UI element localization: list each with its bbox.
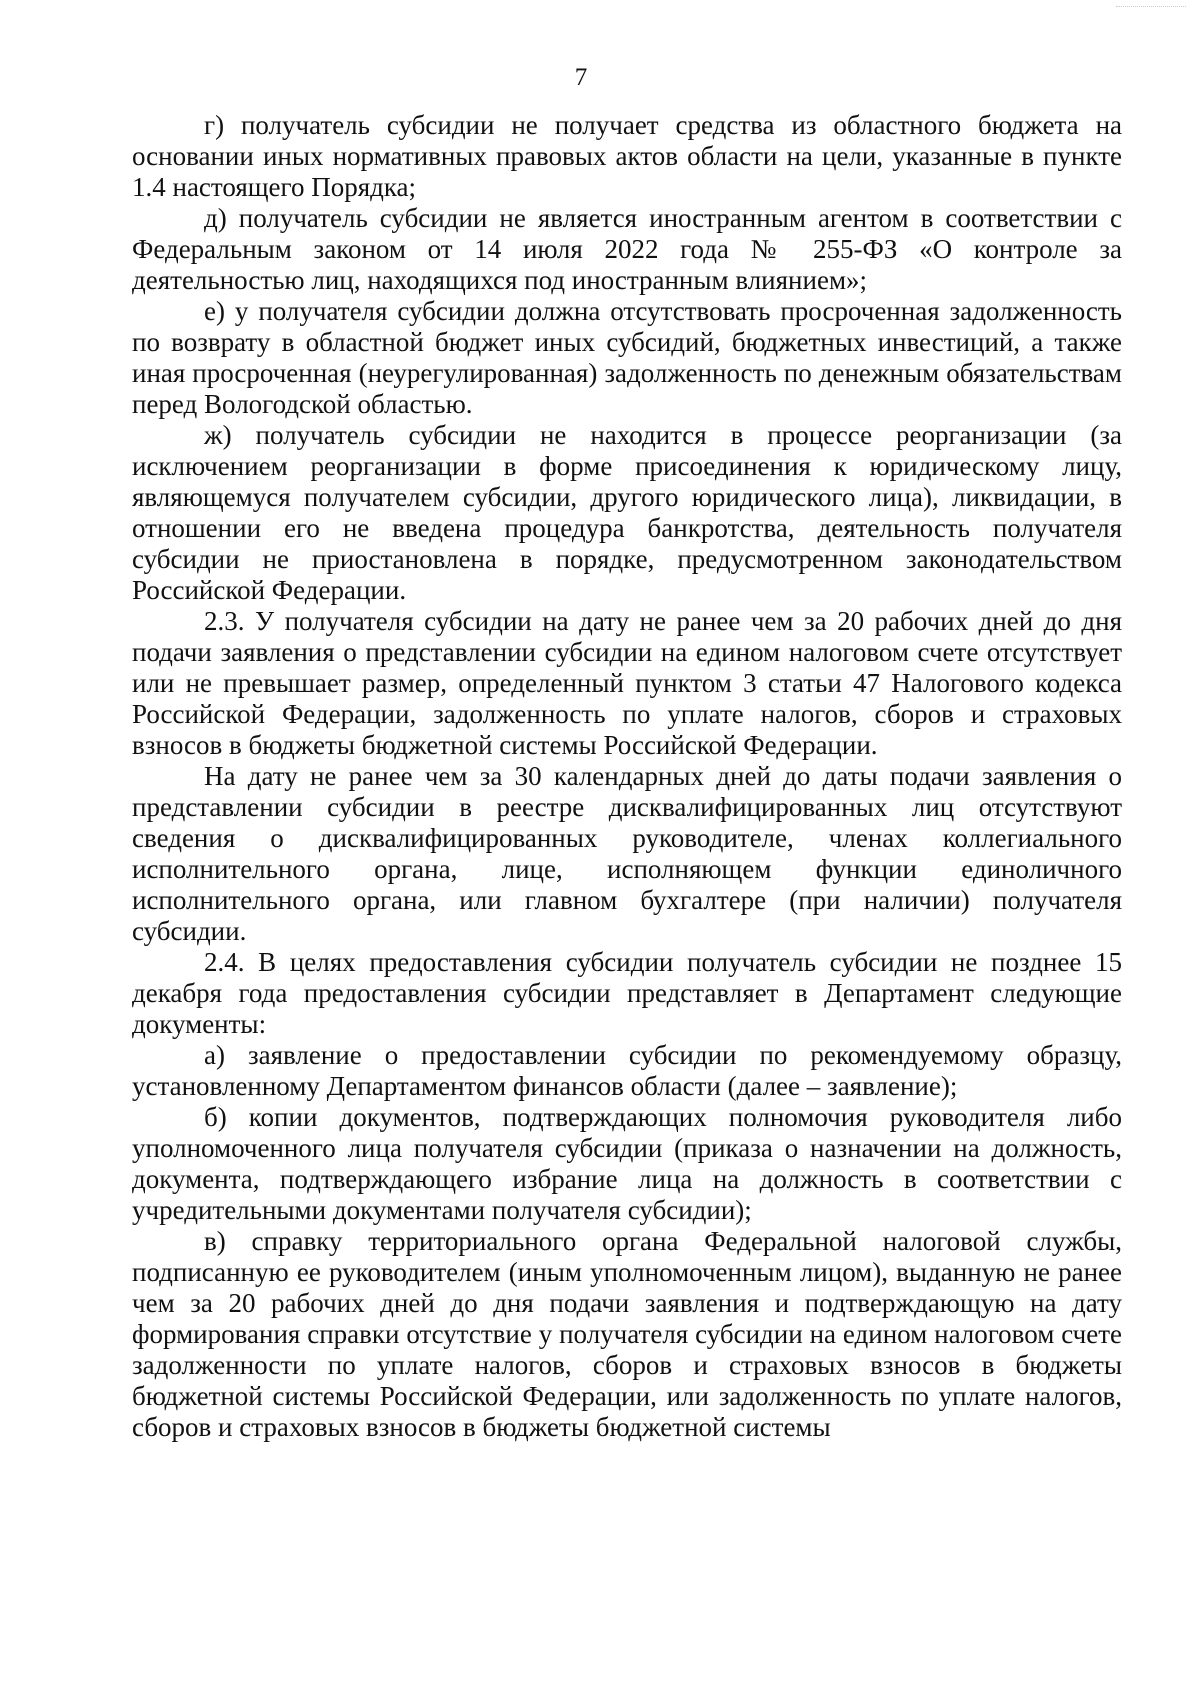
paragraph-item-d: д) получатель субсидии не является иностранным агентом в соответствии с Федеральным законом от 14 июля 2022 года № 255-ФЗ «О контроле за деятельностью лиц, находящихся под иностранным влиянием»; [132, 203, 1122, 295]
paragraph-item-g: г) получатель субсидии не получает средства из областного бюджета на основании иных нормативных правовых актов области на цели, указанные в пункте 1.4 настоящего Порядка; [132, 110, 1122, 202]
paragraph-item-a: а) заявление о предоставлении субсидии по рекомендуемому образцу, установленному Департаментом финансов области (далее – заявление); [132, 1040, 1122, 1101]
document-body [132, 110, 1122, 1443]
page-number: 7 [574, 64, 588, 91]
paragraph-item-zh: ж) получатель субсидии не находится в процессе реорганизации (за исключением реорганизации в форме присоединения к юридическому лицу, являющемуся получателем субсидии, другого юридического лица), ликвидации, в отношении его не введена процедура банкротства, деятельность получателя субсидии не приостановлена в порядке, предусмотренном законодательством Российской Федерации. [132, 420, 1122, 605]
paragraph-clause-2-4: 2.4. В целях предоставления субсидии получатель субсидии не позднее 15 декабря года предоставления субсидии представляет в Департамент следующие документы: [132, 947, 1122, 1039]
paragraph-item-b: б) копии документов, подтверждающих полномочия руководителя либо уполномоченного лица получателя субсидии (приказа о назначении на должность, документа, подтверждающего избрание лица на должность в соответствии с учредительными документами получателя субсидии); [132, 1102, 1122, 1225]
paragraph-disqualified-registry: На дату не ранее чем за 30 календарных дней до даты подачи заявления о представлении субсидии в реестре дисквалифицированных лиц отсутствуют сведения о дисквалифицированных руководителе, членах коллегиального исполнительного органа, лице, исполняющем функции единоличного исполнительного органа, или главном бухгалтере (при наличии) получателя субсидии. [132, 761, 1122, 946]
scan-edge-mark [1116, 0, 1186, 7]
paragraph-item-e: е) у получателя субсидии должна отсутствовать просроченная задолженность по возврату в областной бюджет иных субсидий, бюджетных инвестиций, а также иная просроченная (неурегулированная) задолженность по денежным обязательствам перед Вологодской областью. [132, 296, 1122, 419]
paragraph-clause-2-3: 2.3. У получателя субсидии на дату не ранее чем за 20 рабочих дней до дня подачи заявления о представлении субсидии на едином налоговом счете отсутствует или не превышает размер, определенный пунктом 3 статьи 47 Налогового кодекса Российской Федерации, задолженность по уплате налогов, сборов и страховых взносов в бюджеты бюджетной системы Российской Федерации. [132, 606, 1122, 760]
paragraph-item-v: в) справку территориального органа Федеральной налоговой службы, подписанную ее руководителем (иным уполномоченным лицом), выданную не ранее чем за 20 рабочих дней до дня подачи заявления и подтверждающую на дату формирования справки отсутствие у получателя субсидии на едином налоговом счете задолженности по уплате налогов, сборов и страховых взносов в бюджеты бюджетной системы Российской Федерации, или задолженность по уплате налогов, сборов и страховых взносов в бюджеты бюджетной системы [132, 1226, 1122, 1442]
